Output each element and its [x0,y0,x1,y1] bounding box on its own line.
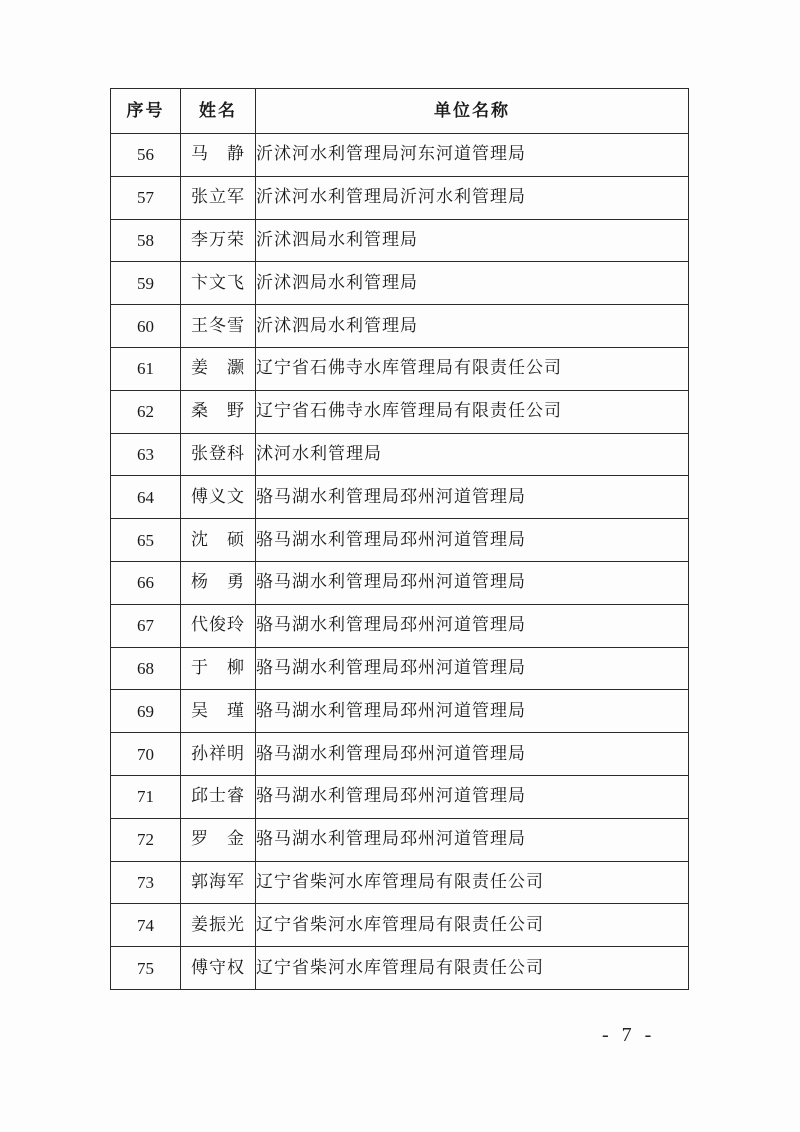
page-number: - 7 - [602,1024,656,1046]
unit-name-cell: 沂沭泗局水利管理局 [256,219,689,262]
unit-name-cell: 骆马湖水利管理局邳州河道管理局 [256,775,689,818]
table-row [111,861,689,904]
unit-name-cell: 沭河水利管理局 [256,433,689,476]
table-row [111,647,689,690]
person-name-cell: 邱士睿 [181,775,256,818]
person-name-cell: 傅义文 [181,476,256,519]
serial-number-cell: 72 [111,818,181,861]
table-row [111,519,689,562]
table-row [111,947,689,990]
unit-name-cell: 骆马湖水利管理局邳州河道管理局 [256,476,689,519]
serial-number-cell: 65 [111,519,181,562]
table-header-row [111,89,689,134]
table-body [111,134,689,990]
unit-name-cell: 辽宁省柴河水库管理局有限责任公司 [256,861,689,904]
serial-number-cell: 73 [111,861,181,904]
unit-name-cell: 沂沭泗局水利管理局 [256,262,689,305]
roster-table [110,88,689,990]
unit-name-cell: 骆马湖水利管理局邳州河道管理局 [256,519,689,562]
unit-name-cell: 骆马湖水利管理局邳州河道管理局 [256,604,689,647]
serial-number-cell: 63 [111,433,181,476]
unit-name-cell: 沂沭泗局水利管理局 [256,305,689,348]
serial-number-cell: 68 [111,647,181,690]
person-name-cell: 姜振光 [181,904,256,947]
table-row [111,690,689,733]
serial-number-cell: 71 [111,775,181,818]
unit-name-cell: 骆马湖水利管理局邳州河道管理局 [256,690,689,733]
unit-name-cell: 沂沭河水利管理局沂河水利管理局 [256,176,689,219]
unit-name-cell: 骆马湖水利管理局邳州河道管理局 [256,733,689,776]
unit-name-cell: 骆马湖水利管理局邳州河道管理局 [256,818,689,861]
person-name-cell: 于 柳 [181,647,256,690]
unit-name-cell: 辽宁省石佛寺水库管理局有限责任公司 [256,347,689,390]
serial-number-cell: 60 [111,305,181,348]
serial-number-cell: 64 [111,476,181,519]
table-row [111,818,689,861]
table-row [111,604,689,647]
unit-name-cell: 骆马湖水利管理局邳州河道管理局 [256,647,689,690]
person-name-cell: 马 静 [181,134,256,177]
person-name-cell: 郭海军 [181,861,256,904]
table-row [111,347,689,390]
serial-number-cell: 58 [111,219,181,262]
person-name-cell: 傅守权 [181,947,256,990]
serial-number-cell: 66 [111,561,181,604]
table-row [111,134,689,177]
person-name-cell: 罗 金 [181,818,256,861]
header-unit-name: 单位名称 [256,89,689,134]
unit-name-cell: 骆马湖水利管理局邳州河道管理局 [256,561,689,604]
unit-name-cell: 辽宁省石佛寺水库管理局有限责任公司 [256,390,689,433]
table-row [111,262,689,305]
person-name-cell: 张立军 [181,176,256,219]
table-row [111,219,689,262]
serial-number-cell: 59 [111,262,181,305]
unit-name-cell: 辽宁省柴河水库管理局有限责任公司 [256,904,689,947]
person-name-cell: 张登科 [181,433,256,476]
table-row [111,390,689,433]
table-row [111,904,689,947]
table-row [111,305,689,348]
table-row [111,733,689,776]
header-name: 姓名 [181,89,256,134]
serial-number-cell: 69 [111,690,181,733]
unit-name-cell: 辽宁省柴河水库管理局有限责任公司 [256,947,689,990]
person-name-cell: 姜 灏 [181,347,256,390]
person-name-cell: 卞文飞 [181,262,256,305]
table-row [111,775,689,818]
person-name-cell: 桑 野 [181,390,256,433]
person-name-cell: 王冬雪 [181,305,256,348]
person-name-cell: 孙祥明 [181,733,256,776]
person-name-cell: 李万荣 [181,219,256,262]
table-row [111,176,689,219]
unit-name-cell: 沂沭河水利管理局河东河道管理局 [256,134,689,177]
person-name-cell: 沈 硕 [181,519,256,562]
person-name-cell: 代俊玲 [181,604,256,647]
serial-number-cell: 57 [111,176,181,219]
serial-number-cell: 62 [111,390,181,433]
table-row [111,476,689,519]
header-serial-number: 序号 [111,89,181,134]
table-row [111,433,689,476]
table-row [111,561,689,604]
serial-number-cell: 56 [111,134,181,177]
serial-number-cell: 74 [111,904,181,947]
person-name-cell: 吴 瑾 [181,690,256,733]
person-name-cell: 杨 勇 [181,561,256,604]
serial-number-cell: 61 [111,347,181,390]
serial-number-cell: 75 [111,947,181,990]
serial-number-cell: 70 [111,733,181,776]
serial-number-cell: 67 [111,604,181,647]
